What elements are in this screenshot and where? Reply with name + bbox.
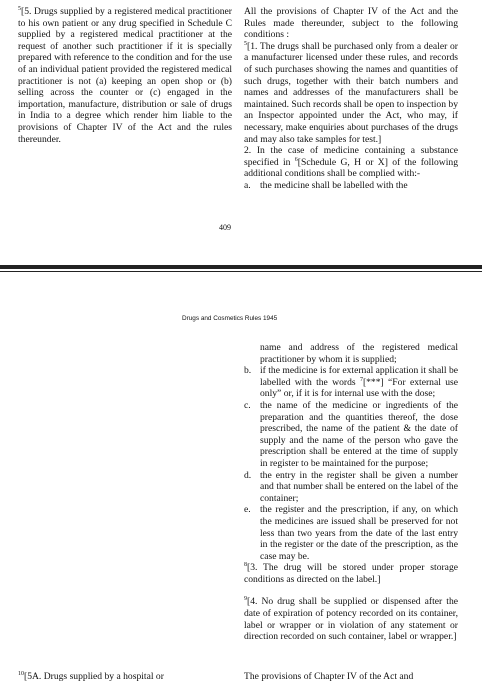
conditions-intro: All the provisions of Chapter IV of the Act and the Rules made thereunder, subject to the following conditions : [244, 6, 458, 41]
condition-2-item-c: c. the name of the medicine or ingredients of the preparation and the quantities thereof, the dose prescribed, the name of the patient & the date of supply and the name of the person who gave the prescription shall be entered at the time of supply in register to be maintained for the purpose; [244, 399, 458, 469]
footnote-marker: 5 [18, 5, 21, 12]
page1-right-column [244, 6, 458, 192]
footnote-marker: 6 [294, 156, 298, 163]
footnote-marker: 5 [244, 40, 247, 47]
page1-left-column [18, 6, 232, 145]
page-divider [0, 265, 482, 269]
page-divider-thin [0, 271, 482, 272]
condition-3: $^8$[3. The drug will be stored under proper storage conditions as directed on the label.] [244, 562, 458, 585]
condition-2-item-a-continued: name and address of the registered medical practitioner by whom it is supplied; [260, 342, 458, 365]
footnote-marker: 7 [359, 376, 363, 383]
condition-2-item-d: d. the entry in the register shall be given a number and that number shall be entered on the label of the container; [244, 469, 458, 504]
provisions-line-start: The provisions of Chapter IV of the Act and [244, 671, 414, 682]
footnote-marker: 10 [18, 670, 24, 677]
condition-1: $^5$[1. The drugs shall be purchased only from a dealer or a manufacturer licensed under these rules, and records of such purchases showing the names and quantities of such drugs, together with their batch numbers and names and addresses of the manufacturers shall be maintained. Such records shall be open to inspection by an Inspector appointed under the Act, who may, if necessary, make enquiries about purchases of the drugs and may also take samples for test.] [244, 40, 458, 145]
condition-2-item-e: e. the register and the prescription, if any, on which the medicines are issued shall be preserved for not less than two years from the date of the last entry in the register or the date of the prescription, as the case may be. [244, 504, 458, 562]
condition-2-item-a: a. the medicine shall be labelled with the [244, 179, 408, 191]
condition-2: 2. In the case of medicine containing a substance specified in $^6$[Schedule G, H or X] of the following additional conditions shall be complied with:- [244, 145, 458, 180]
condition-2-item-b: b. if the medicine is for external application it shall be labelled with the words $^7$[***] “For external use only” or, if it is for internal use with the dose; [244, 365, 458, 400]
running-head: Drugs and Cosmetics Rules 1945 [182, 315, 278, 322]
footnote-marker: 8 [244, 562, 247, 569]
page-number: 409 [219, 223, 231, 232]
schedule-k-entry-5: [5. Drugs supplied by a registered medical practitioner to his own patient or any drug specified in Schedule C supplied by a registered medical practitioner at the request of another such practitioner if it is specially prepared with reference to the condition and for the use of an individual patient provided the registered medical practitioner is not (a) keeping an open shop or (b) selling across the counter or (c) engaged in the importation, manufacture, distribution or sale of drugs in India to a degree which render him liable to the provisions of Chapter IV of the Act and the rules thereunder. [18, 6, 232, 145]
footnote-marker: 9 [244, 596, 247, 603]
page2-right-column [244, 342, 458, 643]
schedule-k-entry-5a-start: $^{10}$[5A. Drugs supplied by a hospital or [18, 670, 164, 682]
condition-4: $^9$[4. No drug shall be supplied or dispensed after the date of expiration of potency recorded on its container, label or wrapper or in violation of any statement or direction recorded on such container, label or wrapper.] [244, 596, 458, 643]
